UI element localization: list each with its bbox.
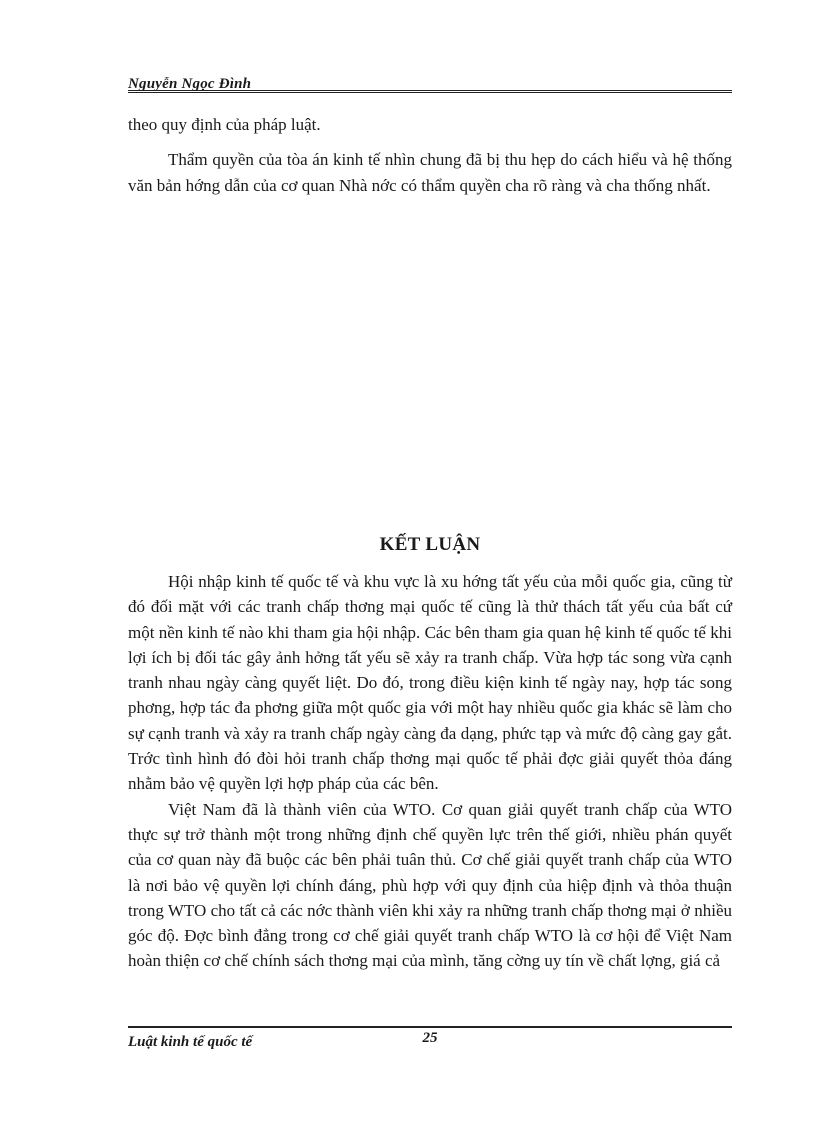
- conclusion-paragraph-2: Việt Nam đã là thành viên của WTO. Cơ quan giải quyết tranh chấp của WTO thực sự trở thành một trong những định chế quyền lực trên thế giới, nhiều phán quyết của cơ quan này đã buộc các bên phải tuân thủ. Cơ chế giải quyết tranh chấp của WTO là nơi bảo vệ quyền lợi chính đáng, phù hợp với quy định của hiệp định và thỏa thuận trong WTO cho tất cả các nớc thành viên khi xảy ra những tranh chấp thơng mại ở nhiều góc độ. Đợc bình đẳng trong cơ chế giải quyết tranh chấp WTO là cơ hội để Việt Nam hoàn thiện cơ chế chính sách thơng mại của mình, tăng cờng uy tín về chất lợng, giá cả: [128, 799, 732, 971]
- page-header: [128, 76, 732, 96]
- conclusion-paragraph-1: Hội nhập kinh tế quốc tế và khu vực là xu hớng tất yếu của mỗi quốc gia, cũng từ đó đối mặt với các tranh chấp thơng mại quốc tế cũng là thử thách tất yếu của bất cứ một nền kinh tế nào khi tham gia hội nhập. Các bên tham gia quan hệ kinh tế quốc tế khi lợi ích bị đối tác gây ảnh hởng tất yếu sẽ xảy ra tranh chấp. Vừa hợp tác song vừa cạnh tranh nhau ngày càng quyết liệt. Do đó, trong điều kiện kinh tế ngày nay, hợp tác song phơng, hợp tác đa phơng giữa một quốc gia với một hay nhiều quốc gia khác sẽ làm cho sự cạnh tranh và xảy ra tranh chấp ngày càng đa dạng, phức tạp và mức độ càng gay gắt. Trớc tình hình đó đòi hỏi tranh chấp thơng mại quốc tế phải đợc giải quyết thỏa đáng nhằm bảo vệ quyền lợi hợp pháp của các bên.: [128, 572, 732, 794]
- header-author: Nguyễn Ngọc Đình: [128, 76, 252, 92]
- footer-subject: Luật kinh tế quốc tế: [128, 1034, 253, 1050]
- page-number: 25: [422, 1030, 438, 1046]
- body-text: [128, 112, 732, 198]
- body-paragraph-1: theo quy định của pháp luật.: [128, 115, 321, 134]
- conclusion-heading: KẾT LUẬN: [379, 534, 481, 555]
- conclusion-section: [128, 569, 732, 974]
- header-divider: [128, 90, 732, 93]
- page-footer: [128, 1026, 732, 1056]
- footer-divider: [128, 1026, 732, 1028]
- body-paragraph-2: Thẩm quyền của tòa án kinh tế nhìn chung đã bị thu hẹp do cách hiểu và hệ thống văn bản hớng dẫn của cơ quan Nhà nớc có thẩm quyền cha rõ ràng và cha thống nhất.: [128, 150, 732, 195]
